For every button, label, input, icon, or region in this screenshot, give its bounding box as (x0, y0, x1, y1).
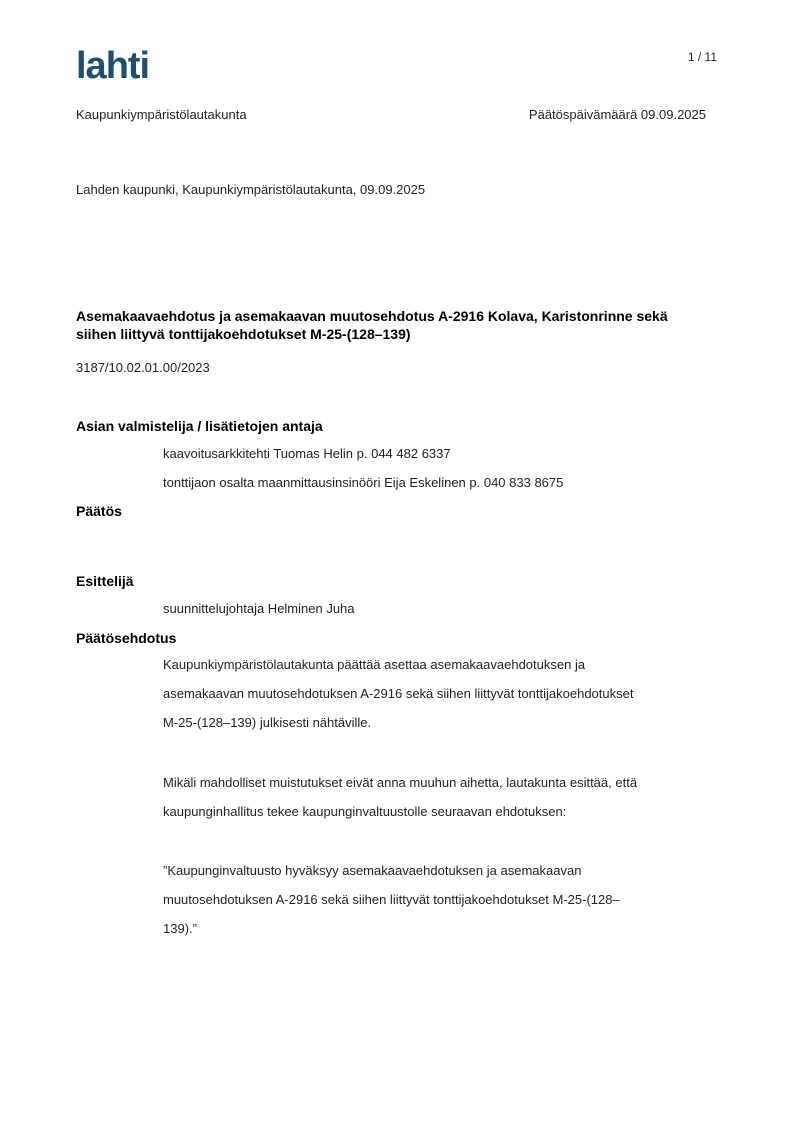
paragraph-line: asemakaavan muutosehdotuksen A-2916 sekä siihen liittyvät tonttijakoehdotukset (163, 686, 634, 701)
paragraph-line: muutosehdotuksen A-2916 sekä siihen liittyvät tonttijakoehdotukset M-25-(128– (163, 892, 620, 907)
decision-heading: Päätös (76, 503, 122, 519)
document-title (76, 307, 716, 343)
page-number: 1 / 11 (687, 50, 717, 64)
paragraph-line: kaupunginhallitus tekee kaupunginvaltuustolle seuraavan ehdotuksen: (163, 804, 567, 819)
logo-text: lahti (76, 46, 150, 86)
proposal-paragraph-1 (163, 650, 723, 737)
proposal-heading: Päätösehdotus (76, 630, 177, 646)
board-name: Kaupunkiympäristölautakunta (76, 107, 247, 122)
proposal-paragraph-2 (163, 768, 723, 826)
title-line-2: siihen liittyvä tonttijakoehdotukset M-25-(128–139) (76, 326, 411, 342)
presenter-heading: Esittelijä (76, 573, 134, 589)
paragraph-line: 139).” (163, 921, 197, 936)
preparer-person-1: kaavoitusarkkitehti Tuomas Helin p. 044 482 6337 (163, 446, 451, 461)
paragraph-line: ”Kaupunginvaltuusto hyväksyy asemakaavaehdotuksen ja asemakaavan (163, 863, 582, 878)
presenter-name: suunnittelujohtaja Helminen Juha (163, 601, 355, 616)
diary-number: 3187/10.02.01.00/2023 (76, 360, 210, 375)
preparer-heading: Asian valmistelija / lisätietojen antaja (76, 418, 323, 434)
decision-date: Päätöspäivämäärä 09.09.2025 (528, 107, 706, 122)
paragraph-line: Mikäli mahdolliset muistutukset eivät anna muuhun aihetta, lautakunta esittää, että (163, 775, 638, 790)
paragraph-line: Kaupunkiympäristölautakunta päättää asettaa asemakaavaehdotuksen ja (163, 657, 586, 672)
lahti-logo (76, 46, 172, 86)
paragraph-line: M-25-(128–139) julkisesti nähtäville. (163, 715, 372, 730)
proposal-paragraph-3 (163, 856, 723, 943)
title-line-1: Asemakaavaehdotus ja asemakaavan muutosehdotus A-2916 Kolava, Karistonrinne sekä (76, 308, 668, 324)
city-line: Lahden kaupunki, Kaupunkiympäristölautakunta, 09.09.2025 (76, 182, 426, 197)
preparer-person-2: tonttijaon osalta maanmittausinsinööri Eija Eskelinen p. 040 833 8675 (163, 475, 564, 490)
